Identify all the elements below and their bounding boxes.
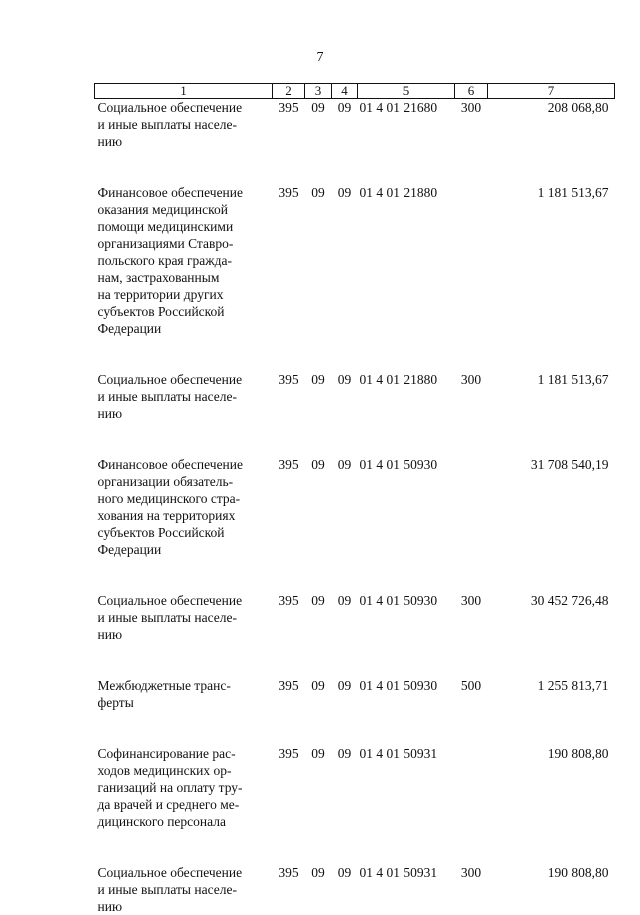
row-spacer xyxy=(95,711,615,745)
row-col-5: 01 4 01 21880 xyxy=(358,371,455,422)
row-col-2: 395 xyxy=(273,99,305,151)
row-col-6 xyxy=(455,184,488,337)
row-col-6: 500 xyxy=(455,677,488,711)
row-col-2: 395 xyxy=(273,456,305,558)
header-col-2: 2 xyxy=(273,84,305,99)
row-col-4: 09 xyxy=(332,184,358,337)
row-col-4: 09 xyxy=(332,745,358,830)
row-col-5: 01 4 01 50930 xyxy=(358,592,455,643)
row-col-7: 208 068,80 xyxy=(488,99,615,151)
row-name: Социальное обеспечение и иные выплаты населе- нию xyxy=(95,371,273,422)
row-col-6: 300 xyxy=(455,99,488,151)
row-col-6 xyxy=(455,745,488,830)
header-col-6: 6 xyxy=(455,84,488,99)
row-col-7: 1 181 513,67 xyxy=(488,184,615,337)
header-col-4: 4 xyxy=(332,84,358,99)
row-spacer xyxy=(95,337,615,371)
row-name: Социальное обеспечение и иные выплаты населе- нию xyxy=(95,99,273,151)
row-col-5: 01 4 01 21680 xyxy=(358,99,455,151)
row-col-5: 01 4 01 21880 xyxy=(358,184,455,337)
row-col-5: 01 4 01 50931 xyxy=(358,745,455,830)
row-col-3: 09 xyxy=(305,745,332,830)
row-name: Социальное обеспечение и иные выплаты населе- нию xyxy=(95,864,273,915)
row-col-4: 09 xyxy=(332,864,358,915)
row-col-2: 395 xyxy=(273,592,305,643)
table-row xyxy=(95,864,615,915)
row-col-7: 190 808,80 xyxy=(488,745,615,830)
row-col-3: 09 xyxy=(305,371,332,422)
table-row xyxy=(95,184,615,337)
row-col-6: 300 xyxy=(455,592,488,643)
header-col-5: 5 xyxy=(358,84,455,99)
row-col-4: 09 xyxy=(332,456,358,558)
row-col-4: 09 xyxy=(332,371,358,422)
row-col-2: 395 xyxy=(273,184,305,337)
row-col-7: 1 255 813,71 xyxy=(488,677,615,711)
row-name: Софинансирование рас- ходов медицинских ор- ганизаций на оплату тру- да врачей и среднего ме- дицинского персонала xyxy=(95,745,273,830)
table-row xyxy=(95,371,615,422)
row-col-2: 395 xyxy=(273,745,305,830)
table-row xyxy=(95,99,615,151)
row-col-7: 1 181 513,67 xyxy=(488,371,615,422)
header-col-7: 7 xyxy=(488,84,615,99)
page-number: 7 xyxy=(0,50,640,66)
row-name: Социальное обеспечение и иные выплаты населе- нию xyxy=(95,592,273,643)
row-col-7: 31 708 540,19 xyxy=(488,456,615,558)
row-col-6: 300 xyxy=(455,371,488,422)
table-row xyxy=(95,592,615,643)
row-col-4: 09 xyxy=(332,677,358,711)
row-col-3: 09 xyxy=(305,677,332,711)
header-col-1: 1 xyxy=(95,84,273,99)
row-col-6: 300 xyxy=(455,864,488,915)
row-col-5: 01 4 01 50930 xyxy=(358,677,455,711)
row-col-7: 190 808,80 xyxy=(488,864,615,915)
table-body xyxy=(95,99,615,915)
budget-table xyxy=(94,83,615,915)
row-name: Финансовое обеспечение оказания медицинской помощи медицинскими организациями Ставро- польского края гражда- нам, застрахованным на территории других субъектов Российской Федерации xyxy=(95,184,273,337)
row-spacer xyxy=(95,422,615,456)
table-header xyxy=(95,84,615,99)
row-col-4: 09 xyxy=(332,592,358,643)
row-col-4: 09 xyxy=(332,99,358,151)
row-name: Финансовое обеспечение организации обязатель- ного медицинского стра- хования на территориях субъектов Российской Федерации xyxy=(95,456,273,558)
row-name: Межбюджетные транс- ферты xyxy=(95,677,273,711)
table-row xyxy=(95,677,615,711)
row-col-5: 01 4 01 50930 xyxy=(358,456,455,558)
header-col-3: 3 xyxy=(305,84,332,99)
row-col-2: 395 xyxy=(273,864,305,915)
row-col-3: 09 xyxy=(305,864,332,915)
row-col-2: 395 xyxy=(273,677,305,711)
row-spacer xyxy=(95,643,615,677)
row-col-3: 09 xyxy=(305,456,332,558)
row-col-6 xyxy=(455,456,488,558)
row-spacer xyxy=(95,150,615,184)
table-row xyxy=(95,456,615,558)
row-spacer xyxy=(95,830,615,864)
row-col-7: 30 452 726,48 xyxy=(488,592,615,643)
table-row xyxy=(95,745,615,830)
row-col-3: 09 xyxy=(305,184,332,337)
row-col-5: 01 4 01 50931 xyxy=(358,864,455,915)
row-col-3: 09 xyxy=(305,99,332,151)
row-spacer xyxy=(95,558,615,592)
row-col-2: 395 xyxy=(273,371,305,422)
row-col-3: 09 xyxy=(305,592,332,643)
